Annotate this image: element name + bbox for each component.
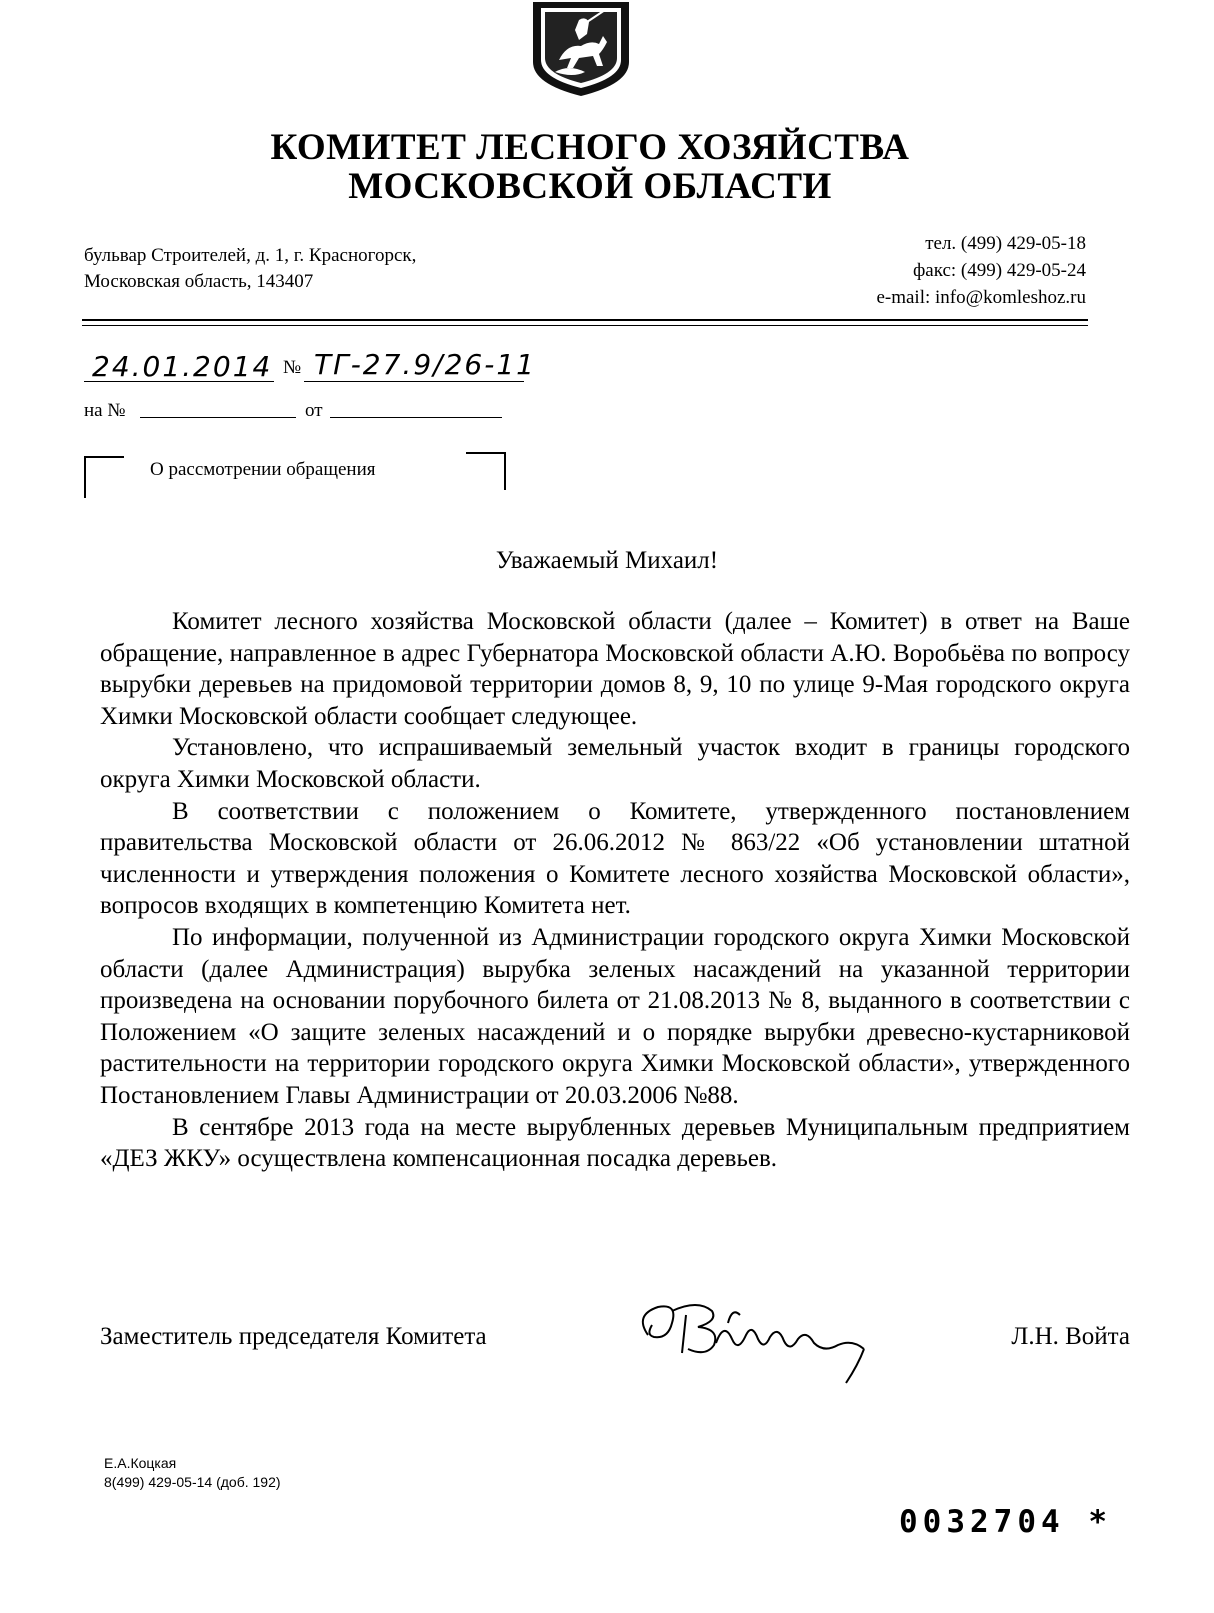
organization-title-line2: МОСКОВСКОЙ ОБЛАСТИ (348, 166, 832, 207)
registration-date-underline (84, 381, 274, 382)
reference-date-label: от (305, 400, 323, 421)
fax-text: факс: (499) 429-05-24 (912, 260, 1086, 281)
reference-number-blank (140, 417, 296, 418)
coat-of-arms-icon (529, 0, 633, 98)
registration-number-label: № (283, 357, 302, 378)
reference-number-label: на № (84, 400, 126, 421)
body-paragraph: По информации, полученной из Администрации городского округа Химки Московской области (далее Администрация) вырубка зеленых насаждений на указанной территории произведена на основании порубочного билета от 21.08.2013 № 8, выданного в соответствии с Положением «О защите зеленых насаждений и о порядке вырубки древесно-кустарниковой растительности на территории городского округа Химки Московской области», утвержденного Постановлением Главы Администрации от 20.03.2006 №88. (100, 923, 1130, 1109)
address-line2: Московская область, 143407 (84, 271, 314, 292)
registration-number-underline (304, 381, 524, 382)
registration-number: ТГ-27.9/26-11 (314, 348, 536, 381)
organization-title-line1: КОМИТЕТ ЛЕСНОГО ХОЗЯЙСТВА (270, 127, 910, 168)
document-serial-number: 0032704 * (899, 1504, 1112, 1540)
body-paragraph: В соответствии с положением о Комитете, утвержденного постановлением правительства Московской области от 26.06.2012 № 863/22 «Об установлении штатной численности и утверждения положения о Комитете лесного хозяйства Московской области», вопросов входящих в компетенцию Комитета нет. (100, 797, 1130, 920)
phone-text: тел. (499) 429-05-18 (925, 233, 1086, 254)
executor-phone: 8(499) 429-05-14 (доб. 192) (104, 1474, 281, 1490)
signer-name: Л.Н. Войта (1011, 1323, 1130, 1350)
signer-position: Заместитель председателя Комитета (100, 1323, 487, 1350)
subject-corner-right (466, 452, 506, 490)
header-divider-thick (82, 319, 1088, 321)
body-paragraph: Установлено, что испрашиваемый земельный участок входит в границы городского округа Химки Московской области. (100, 734, 1130, 793)
body-paragraph: В сентябре 2013 года на месте вырубленных деревьев Муниципальным предприятием «ДЕЗ ЖКУ» осуществлена компенсационная посадка деревьев. (100, 1113, 1130, 1173)
handwritten-signature (628, 1295, 878, 1387)
subject-corner-left (84, 456, 124, 498)
letter-subject: О рассмотрении обращения (150, 459, 376, 480)
registration-date: 24.01.2014 (92, 350, 273, 383)
salutation: Уважаемый Михаил! (495, 547, 719, 574)
address-line1: бульвар Строителей, д. 1, г. Красногорск, (84, 245, 417, 266)
letter-body (100, 606, 1130, 1175)
header-divider-thin (82, 325, 1088, 326)
executor-name: Е.А.Коцкая (104, 1455, 177, 1471)
email-text: e-mail: info@komleshoz.ru (876, 287, 1086, 308)
body-paragraph: Комитет лесного хозяйства Московской области (далее – Комитет) в ответ на Ваше обращение, направленное в адрес Губернатора Московской области А.Ю. Воробьёва по вопросу вырубки деревьев на придомовой территории домов 8, 9, 10 по улице 9-Мая городского округа Химки Московской области сообщает следующее. (100, 608, 1130, 730)
reference-date-blank (330, 417, 502, 418)
